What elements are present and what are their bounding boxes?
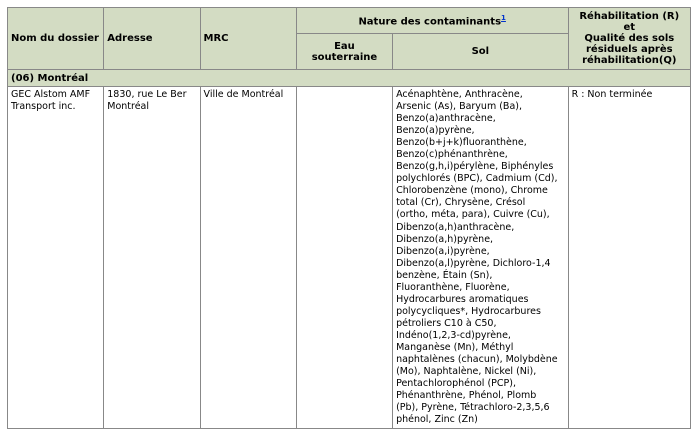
sol-line: Manganèse (Mn), Méthyl xyxy=(396,341,514,353)
header-mrc: MRC xyxy=(201,8,296,69)
sol-line: Benzo(c)phénanthrène, xyxy=(396,149,508,161)
contaminated-sites-table xyxy=(7,7,691,429)
sol-line: Pentachlorophénol (PCP), xyxy=(396,378,516,390)
sol-line: total (Cr), Chrysène, Crésol xyxy=(396,197,526,209)
header-nature-des-contaminants xyxy=(297,8,568,33)
sol-line: Dibenzo(a,h)anthracène, xyxy=(396,221,515,233)
sol-line: polycycliques*, Hydrocarbures xyxy=(396,305,541,317)
sol-line: naphtalènes (chacun), Molybdène xyxy=(396,354,558,366)
header-row-1 xyxy=(8,8,690,33)
sol-line: polychlorés (BPC), Cadmium (Cd), xyxy=(396,173,558,185)
sol-line: benzène, Étain (Sn), xyxy=(396,269,493,281)
cell-mrc: Ville de Montréal xyxy=(201,87,296,428)
table-row xyxy=(8,87,690,428)
sol-line: Indéno(1,2,3-cd)pyrène, xyxy=(396,329,511,341)
sol-line: Dibenzo(a,h)pyrène, xyxy=(396,233,494,245)
region-label: (06) Montréal xyxy=(8,70,690,86)
sol-line: Benzo(g,h,i)pérylène, Biphényles xyxy=(396,161,554,173)
cell-nom-du-dossier xyxy=(8,87,103,428)
header-rehab-line: réhabilitation(Q) xyxy=(582,55,677,66)
sol-line: Benzo(a)pyrène, xyxy=(396,125,475,137)
sol-line: Benzo(a)anthracène, xyxy=(396,113,496,125)
header-rehab-line: et xyxy=(623,22,636,33)
nom-line: GEC Alstom AMF xyxy=(11,89,91,100)
header-rehab-line: Réhabilitation (R) xyxy=(579,11,680,22)
sol-line: pétroliers C10 à C50, xyxy=(396,317,497,329)
sol-line: Dibenzo(a,i)pyrène, xyxy=(396,245,490,257)
sol-line: Chlorobenzène (mono), Chrome xyxy=(396,185,548,197)
sol-line: Dibenzo(a,l)pyrène, Dichloro-1,4 xyxy=(396,257,551,269)
adresse-line: Montréal xyxy=(107,101,150,113)
sol-line: Benzo(b+j+k)fluoranthène, xyxy=(396,137,527,149)
header-sol: Sol xyxy=(393,34,568,69)
sol-line: Fluoranthène, Fluorène, xyxy=(396,281,510,293)
header-nom-du-dossier: Nom du dossier xyxy=(8,8,103,69)
header-rehab-line: résiduels après xyxy=(585,44,673,55)
header-eau-line: souterraine xyxy=(311,51,378,63)
header-eau-souterraine xyxy=(297,34,392,69)
sol-line: Hydrocarbures aromatiques xyxy=(396,293,529,305)
sol-line: (Pb), Pyrène, Tétrachloro-2,3,5,6 xyxy=(396,402,550,414)
region-row xyxy=(8,70,690,86)
header-adresse: Adresse xyxy=(104,8,199,69)
header-eau-line: Eau xyxy=(334,40,355,52)
sol-line: Acénaphtène, Anthracène, xyxy=(396,89,523,100)
sol-line: (ortho, méta, para), Cuivre (Cu), xyxy=(396,209,550,221)
cell-eau-souterraine xyxy=(297,87,392,428)
cell-sol xyxy=(393,87,568,428)
sol-line: Arsenic (As), Baryum (Ba), xyxy=(396,101,522,113)
header-nature-label: Nature des contaminants xyxy=(358,16,502,28)
sol-line: phénol, Zinc (Zn) xyxy=(396,414,478,426)
adresse-line: 1830, rue Le Ber xyxy=(107,89,187,100)
sol-line: Phénanthrène, Phénol, Plomb xyxy=(396,390,537,402)
footnote-link[interactable]: 1 xyxy=(501,13,506,22)
header-rehabilitation xyxy=(569,8,690,69)
nom-line: Transport inc. xyxy=(11,101,76,113)
cell-rehabilitation: R : Non terminée xyxy=(569,87,690,428)
header-rehab-line: Qualité des sols xyxy=(584,33,675,44)
cell-adresse xyxy=(104,87,199,428)
sol-line: (Mo), Naphtalène, Nickel (Ni), xyxy=(396,366,537,378)
